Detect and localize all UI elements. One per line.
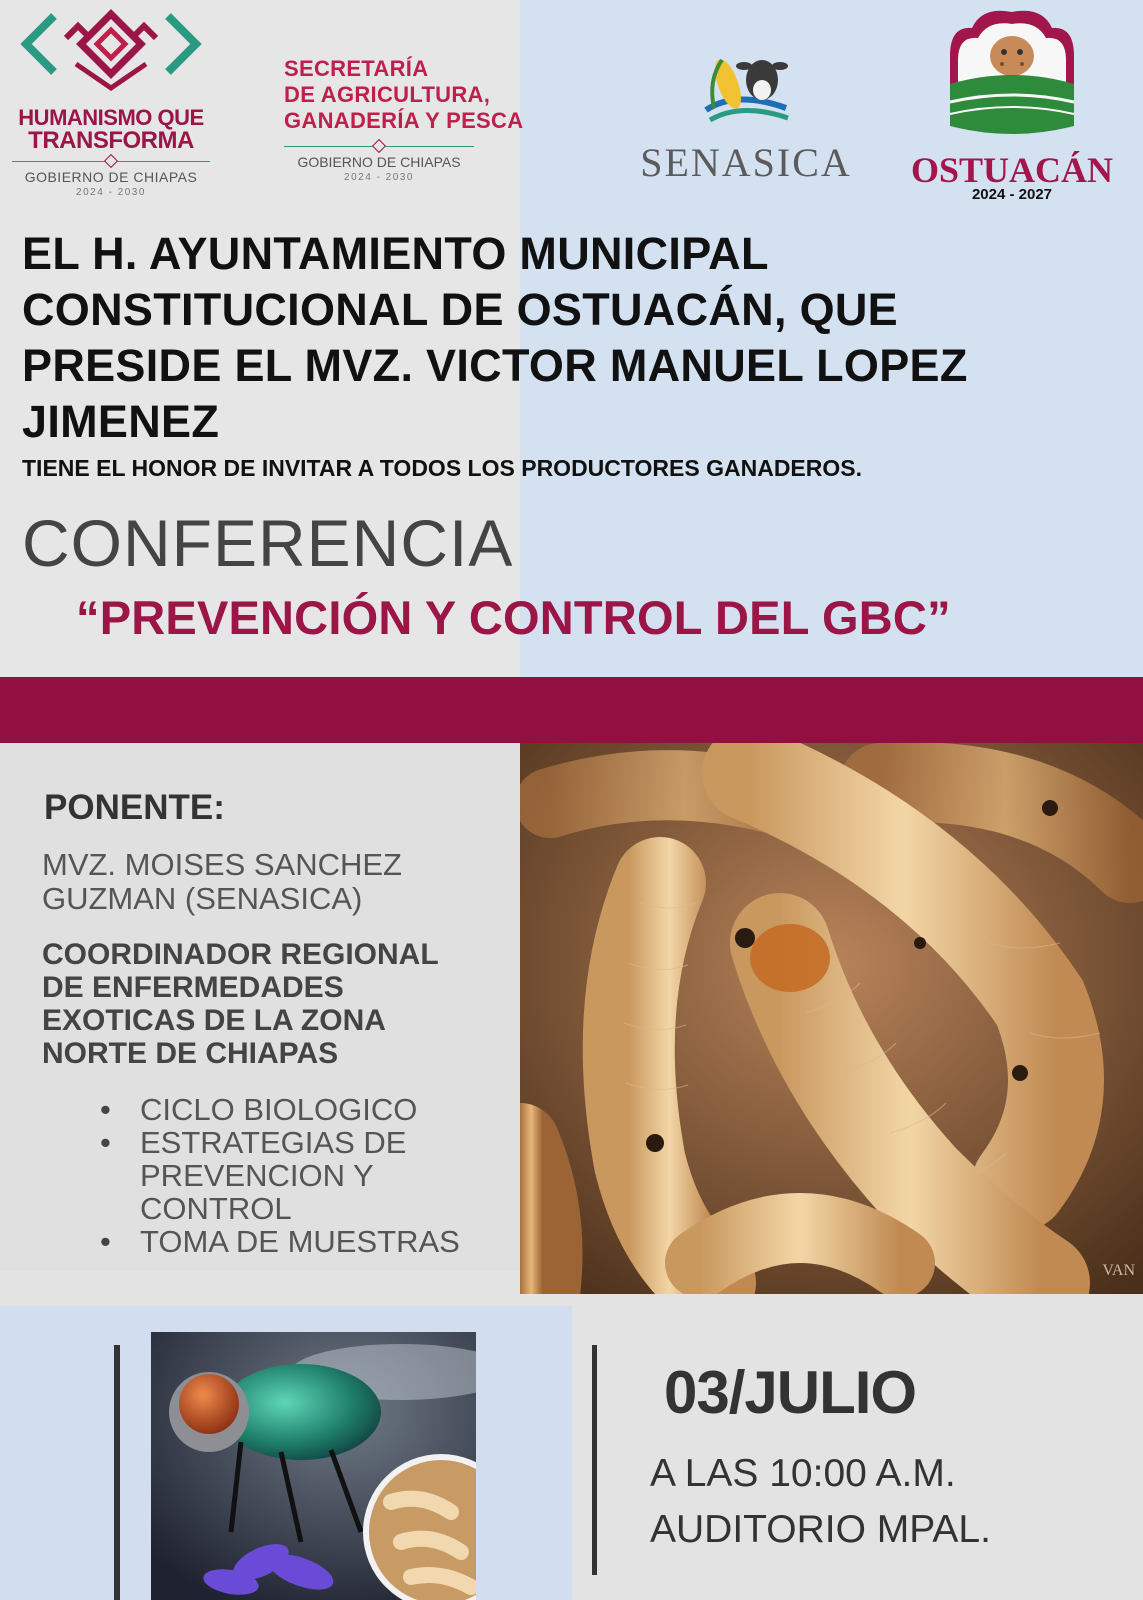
speaker-role-line: COORDINADOR REGIONAL [42,938,439,971]
sader-line3: GANADERÍA Y PESCA [284,108,524,133]
humanismo-logo [6,8,216,198]
senasica-mark-icon [696,50,796,130]
fly-illustration [151,1332,476,1600]
speaker-name [42,848,482,916]
topics-list [96,1093,516,1258]
speaker-role-line: DE ENFERMEDADES [42,971,344,1004]
heading-line: EL H. AYUNTAMIENTO MUNICIPAL [22,228,769,279]
divider [284,140,474,154]
senasica-name: SENASICA [640,140,852,185]
divider [114,1345,120,1600]
maroon-band [0,677,1143,743]
larvae-illustration [520,743,1143,1294]
speaker-role-line: NORTE DE CHIAPAS [42,1037,339,1070]
heading-line: CONSTITUCIONAL DE OSTUACÁN, QUE [22,284,898,335]
invitation-heading [22,226,1132,450]
humanismo-line1: HUMANISMO QUE [18,105,204,130]
heading-line: JIMENEZ [22,396,220,447]
photo-watermark: VAN [1102,1262,1135,1279]
list-item: • CICLO BIOLOGICO [96,1093,516,1126]
sader-logo [284,56,584,183]
divider [12,155,210,169]
ostuacan-name: OSTUACÁN [910,150,1114,190]
speaker-role-line: EXOTICAS DE LA ZONA [42,1004,386,1037]
sader-years: 2024 - 2030 [344,172,414,183]
heading-line: PRESIDE EL MVZ. VICTOR MANUEL LOPEZ [22,340,968,391]
speaker-name-line: MVZ. MOISES SANCHEZ [42,847,402,882]
event-date: 03/JULIO [664,1359,917,1426]
humanismo-mark-icon [16,8,206,92]
speaker-label: PONENTE: [44,788,225,827]
humanismo-years: 2024 - 2030 [76,187,146,198]
conference-title: “PREVENCIÓN Y CONTROL DEL GBC” [76,591,951,644]
speaker-name-line: GUZMAN (SENASICA) [42,881,363,916]
sader-line1: SECRETARÍA [284,56,429,81]
conference-label: CONFERENCIA [22,506,514,580]
invite-text: TIENE EL HONOR DE INVITAR A TODOS LOS PRODUCTORES GANADEROS. [22,455,863,481]
ostuacan-logo [902,6,1122,203]
event-place: AUDITORIO MPAL. [650,1508,991,1551]
larvae-photo [520,743,1143,1294]
speaker-role [42,938,492,1070]
list-item: • TOMA DE MUESTRAS [96,1225,516,1258]
humanismo-gov: GOBIERNO DE CHIAPAS [24,169,198,185]
fly-photo [151,1332,476,1600]
list-item: • ESTRATEGIAS DE PREVENCION Y CONTROL [96,1126,516,1225]
sader-gov: GOBIERNO DE CHIAPAS [297,154,461,170]
humanismo-line2: TRANSFORMA [28,127,194,154]
ostuacan-emblem-icon [942,6,1082,146]
event-time: A LAS 10:00 A.M. [650,1452,956,1495]
divider [592,1345,597,1575]
senasica-logo [626,50,866,186]
sader-line2: DE AGRICULTURA, [284,82,491,107]
ostuacan-years: 2024 - 2027 [971,186,1053,203]
